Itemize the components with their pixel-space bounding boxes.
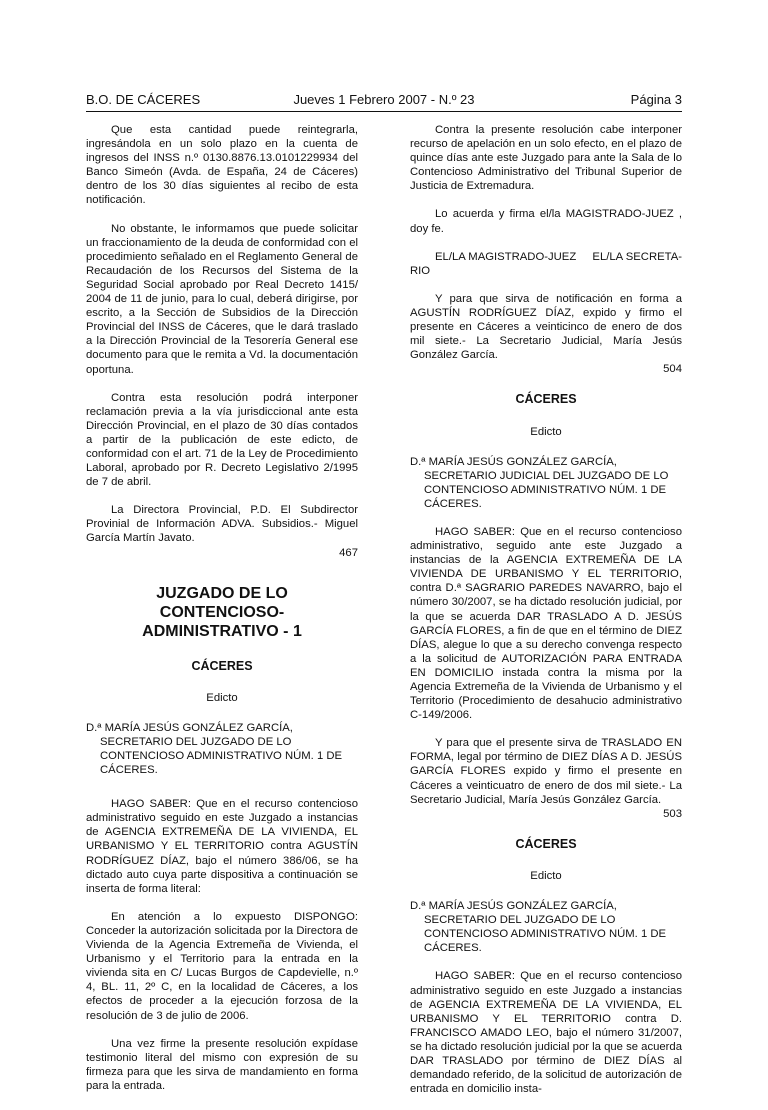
paragraph: Contra la presente resolución cabe interponer recurso de apelación en un solo efecto, en el plazo de quince días ante este Juzgado para ante la Sala de lo Contencioso Administrativo del Tribunal Superior de Justicia de Extremadura. [410,124,682,193]
section-heading: CÁCERES [191,658,253,673]
section-heading: CÁCERES [515,392,577,407]
announcement-number: 467 [339,546,358,559]
issue-date: Jueves 1 Febrero 2007 - N.º 23 [293,92,475,107]
signature-block [410,250,682,278]
paragraph: Una vez firme la presente resolución expídase testimonio literal del mismo con expresión de su firmeza para que les sirva de mandamiento en forma para la entrada. [86,1037,358,1092]
announcement-number: 503 [663,807,682,820]
right-column [410,123,682,1110]
signature-continuation: RIO [410,264,431,277]
paragraph: Contra esta resolución podrá interponer reclamación previa a la vía jurisdiccional ante esta Dirección Provincial, en el plazo de 30 días contados a partir de la publicación de este edicto, de conformidad con el art. 71 de la Ley de Procedimiento Laboral, aprobado por R. Decreto Legislativo 2/1995 de 7 de abril. [86,391,358,489]
paragraph: HAGO SABER: Que en el recurso contencioso administrativo seguido en este Juzgado a instancias de AGENCIA EXTREMEÑA DE LA VIVIENDA, EL URBANISMO Y EL TERRITORIO contra D. FRANCISCO AMADO LEO, bajo el número 31/2007, se ha dictado resolución judicial por la que se acuerda DAR TRASLADO por término de DIEZ DÍAS al demandado referido, de la solicitud de autorización de entrada en domicilio insta- [410,970,682,1096]
paragraph: HAGO SABER: Que en el recurso contencioso administrativo seguido en este Juzgado a instancias de AGENCIA EXTREMEÑA DE LA VIVIENDA, EL URBANISMO Y EL TERRITORIO contra AGUSTÍN RODRÍGUEZ DÍAZ, bajo el número 386/06, se ha dictado auto cuya parte dispositiva a continuación se inserta de forma literal: [86,798,358,895]
edict-label: Edicto [530,425,562,438]
left-column [86,123,358,1107]
paragraph: Y para que sirva de notificación en forma a AGUSTÍN RODRÍGUEZ DÍAZ, expido y firmo el presente en Cáceres a veinticinco de enero de dos mil siete.- La Secretario Judicial, María Jesús González García. [410,292,682,362]
court-heading: JUZGADO DE LO CONTENCIOSO-ADMINISTRATIVO - 1 [142,584,302,640]
publication-name: B.O. DE CÁCERES [86,92,201,107]
section-heading: CÁCERES [515,836,577,851]
edict-label: Edicto [206,691,238,704]
official-title: D.ª MARÍA JESÚS GONZÁLEZ GARCÍA, SECRETARIO JUDICIAL DEL JUZGADO DE LO CONTENCIOSO ADMINISTRATIVO NÚM. 1 DE CÁCERES. [410,455,669,510]
signature-secretary: EL/LA SECRETA- [592,250,682,263]
paragraph: HAGO SABER: Que en el recurso contencioso administrativo, seguido ante este Juzgado a instancias de la AGENCIA EXTREMEÑA DE LA VIVIENDA DE URBANISMO Y EL TERRITORIO, contra D.ª SAGRARIO PAREDES NAVARRO, bajo el número 30/2007, se ha dictado resolución judicial, por la que se acuerda DAR TRASLADO A D. JESÚS GARCÍA FLORES, a fin de que en el término de DIEZ DÍAS, alegue lo que a su derecho convenga respecto a la solicitud de AUTORIZACIÓN PARA ENTRADA EN DOMICILIO instada contra la misma por la Agencia Extremeña de la Vivienda de Urbanismo y el Territorio (Procedimiento de desahucio administrativo C-149/2006. [410,525,682,722]
page-number: Página 3 [630,92,682,107]
header-rule [86,111,682,112]
official-title: D.ª MARÍA JESÚS GONZÁLEZ GARCÍA, SECRETARIO DEL JUZGADO DE LO CONTENCIOSO ADMINISTRATIVO NÚM. 1 DE CÁCERES. [86,721,343,777]
paragraph: No obstante, le informamos que puede solicitar un fraccionamiento de la deuda de conformidad con el procedimiento señalado en el Reglamento General de Recaudación de los Recursos del Sistema de la Seguridad Social aprobado por Real Decreto 1415/ 2004 de 11 de junio, para lo cual, deberá dirigirse, por escrito, a la Sección de Subsidios de la Dirección Provincial del INSS de Cáceres, que le dará traslado a la Dirección Provincial de la Tesorería General ese documento para que le remita a Vd. la documentación oportuna. [86,222,358,376]
official-title: D.ª MARÍA JESÚS GONZÁLEZ GARCÍA, SECRETARIO DEL JUZGADO DE LO CONTENCIOSO ADMINISTRATIVO NÚM. 1 DE CÁCERES. [410,900,667,955]
announcement-number: 504 [663,363,682,376]
page-header [86,92,682,110]
signature-judge: EL/LA MAGISTRADO-JUEZ [435,250,577,263]
paragraph: Que esta cantidad puede reintegrarla, ingresándola en un solo plazo en la cuenta de ingresos del INSS n.º 0130.8876.13.0101229934 del Banco Simeón (Avda. de España, 24 de Cáceres) dentro de los 30 días siguientes al recibo de esta notificación. [86,124,358,207]
edict-label: Edicto [530,869,562,882]
paragraph: Y para que el presente sirva de TRASLADO EN FORMA, legal por término de DIEZ DÍAS A D. JESÚS GARCÍA FLORES expido y firmo el presente en Cáceres a veinticuatro de enero de dos mil siete.- La Secretario Judicial, María Jesús González García. [410,737,682,806]
paragraph: La Directora Provincial, P.D. El Subdirector Provinial de Información ADVA. Subsidios.- Miguel García Martín Javato. [86,504,358,545]
paragraph: En atención a lo expuesto DISPONGO: Conceder la autorización solicitada por la Directora de Vivienda de la Agencia Extremeña de Vivienda, el Urbanismo y el Territorio para la entrada en la vivienda sita en C/ Lucas Burgos de Capdevielle, n.º 4, BL. 11, 2º C, en la localidad de Cáceres, a los efectos de proceder a la ejecución forzosa de la resolución de 3 de julio de 2006. [86,910,358,1022]
paragraph: Lo acuerda y firma el/la MAGISTRADO-JUEZ , doy fe. [410,208,682,235]
